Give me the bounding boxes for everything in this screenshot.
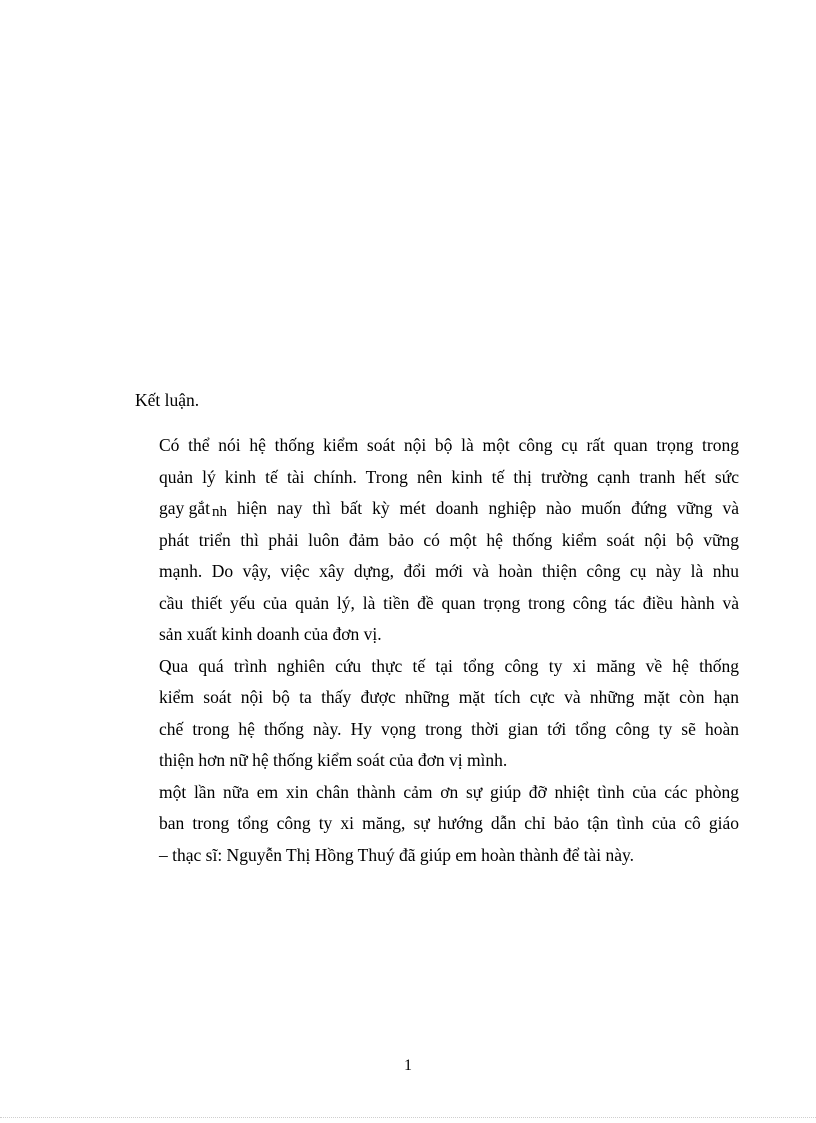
- paragraph-3: [159, 777, 739, 872]
- text-line: ban trong tổng công ty xi măng, sự hướng dẫn chỉ bảo tận tình của cô giáo: [159, 813, 739, 833]
- text-line: chế trong hệ thống này. Hy vọng trong thời gian tới tổng công ty sẽ hoàn: [159, 718, 739, 739]
- text-line: một lần nữa em xin chân thành cảm ơn sự giúp đỡ nhiệt tình của các phòng: [159, 781, 739, 802]
- page-bottom-rule: [0, 1117, 816, 1118]
- text-line: – thạc sĩ: Nguyễn Thị Hồng Thuý đã giúp em hoàn thành để tài này.: [159, 844, 635, 865]
- text-line: sản xuất kinh doanh của đơn vị.: [159, 624, 382, 644]
- conclusion-heading: Kết luận.: [135, 390, 200, 410]
- text-fragment: gay gắt: [159, 498, 211, 518]
- body-text: [159, 430, 739, 871]
- text-line: Qua quá trình nghiên cứu thực tế tại tổng công ty xi măng về hệ thống: [159, 655, 739, 676]
- text-line: cầu thiết yếu của quản lý, là tiền đề quan trọng trong công tác điều hành và: [159, 592, 739, 613]
- text-line: quản lý kinh tế tài chính. Trong nên kinh tế thị trường cạnh tranh hết sức: [159, 466, 739, 487]
- text-line: phát triển thì phải luôn đảm bảo có một hệ thống kiểm soát nội bộ vững: [159, 529, 739, 550]
- text-line: thiện hơn nữ hệ thống kiểm soát của đơn vị mình.: [159, 750, 508, 770]
- inline-fragment: nh: [212, 504, 228, 520]
- paragraph-1: [159, 430, 739, 651]
- text-line: [159, 493, 739, 525]
- page-number: 1: [404, 1057, 412, 1074]
- text-line: kiểm soát nội bộ ta thấy được những mặt tích cực và những mặt còn hạn: [159, 687, 739, 707]
- text-line: Có thể nói hệ thống kiểm soát nội bộ là một công cụ rất quan trọng trong: [159, 435, 739, 455]
- text-fragment: hiện nay thì bất kỳ mét doanh nghiệp nào muốn đứng vững và: [237, 498, 739, 518]
- text-line: mạnh. Do vậy, việc xây dựng, đổi mới và hoàn thiện công cụ này là nhu: [159, 561, 739, 581]
- paragraph-2: [159, 651, 739, 777]
